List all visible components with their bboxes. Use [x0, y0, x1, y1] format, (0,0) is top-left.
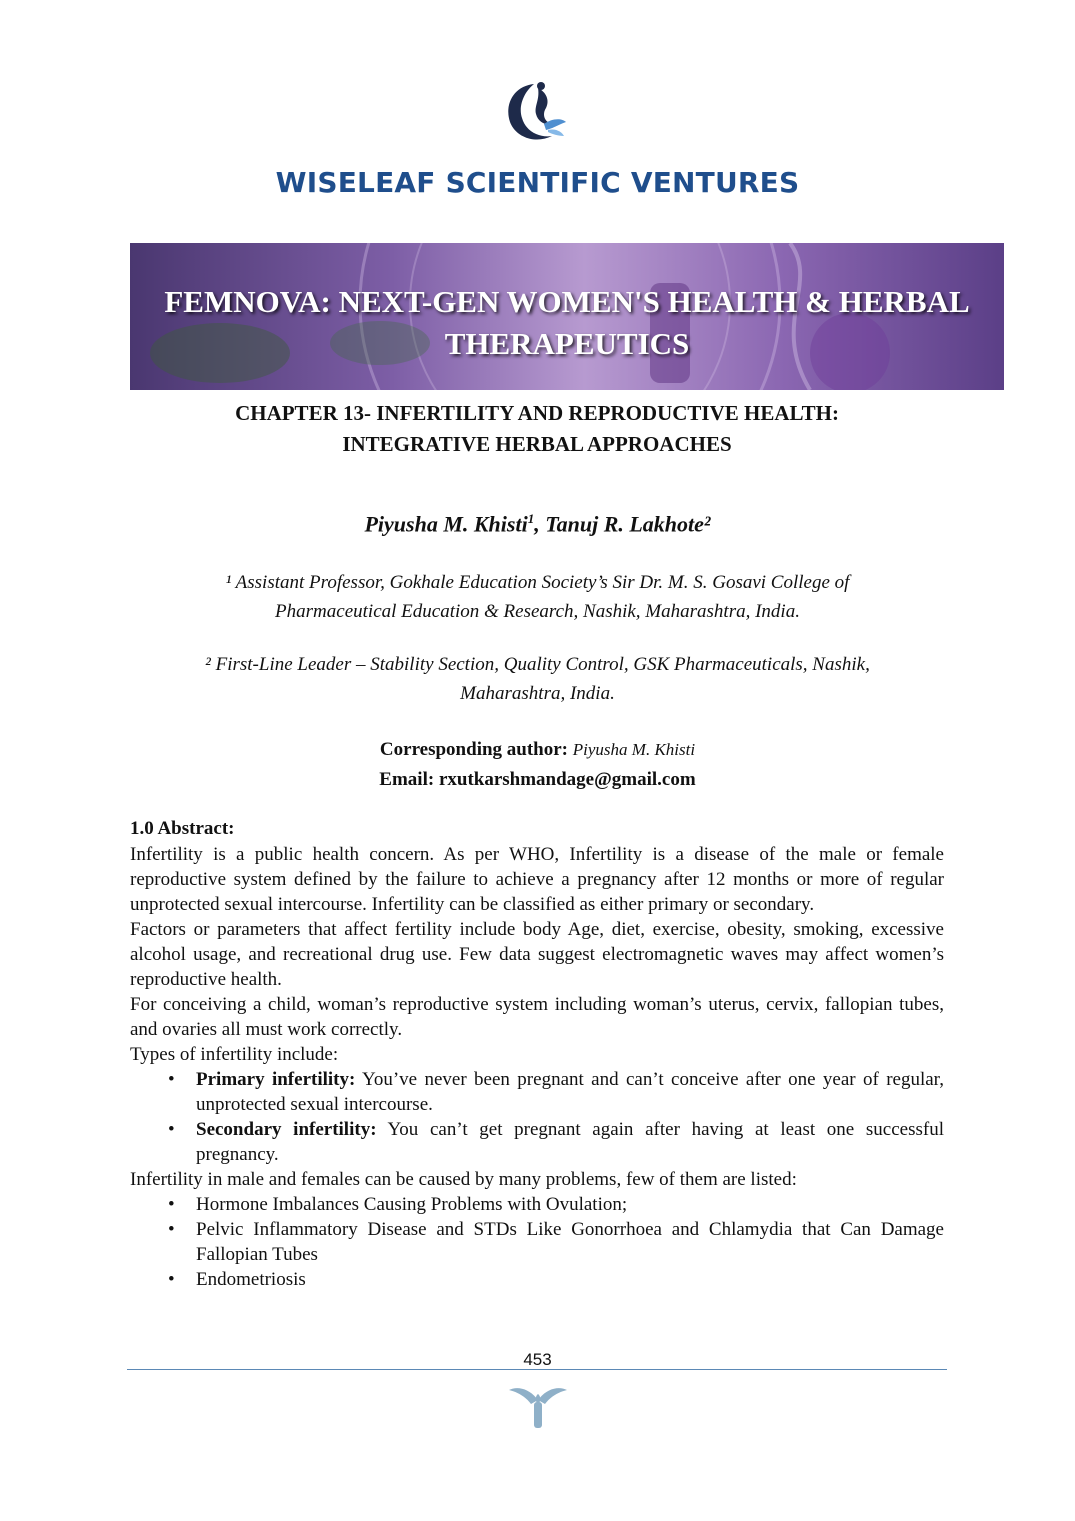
- author-separator: ,: [534, 511, 546, 537]
- correspondence-block: [0, 735, 1075, 795]
- affiliation-2-line2: Maharashtra, India.: [460, 683, 615, 704]
- abstract-paragraph-1: Infertility is a public health concern. As per WHO, Infertility is a disease of the male or female reproductive system defined by the failure to achieve a pregnancy after 12 months or more of regular unprotected sexual intercourse. Infertility can be classified as either primary or secondary.: [130, 844, 944, 915]
- types-intro: Types of infertility include:: [130, 1044, 339, 1065]
- list-item-text: You’ve never been pregnant and can’t conceive after one year of regular, unprotected sexual intercourse.: [196, 1069, 944, 1115]
- author-1-affiliation-mark: 1: [527, 511, 535, 526]
- list-item-text: Pelvic Inflammatory Disease and STDs Like Gonorrhoea and Chlamydia that Can Damage Fallopian Tubes: [196, 1219, 944, 1265]
- chapter-title-line2: INTEGRATIVE HERBAL APPROACHES: [342, 432, 732, 456]
- bullet-icon: •: [168, 1119, 175, 1140]
- list-item: [168, 1267, 944, 1292]
- bullet-icon: •: [168, 1219, 175, 1240]
- causes-list: [130, 1192, 944, 1292]
- book-title-line1: FEMNOVA: NEXT-GEN WOMEN'S HEALTH & HERBAL: [164, 284, 970, 319]
- author-list: [0, 511, 1075, 537]
- list-item-text: Hormone Imbalances Causing Problems with Ovulation;: [196, 1194, 628, 1215]
- book-title-line2: THERAPEUTICS: [444, 326, 690, 361]
- author-2: Tanuj R. Lakhote²: [545, 511, 711, 537]
- abstract-heading: 1.0 Abstract:: [130, 818, 235, 839]
- email-label: Email:: [379, 769, 435, 790]
- publisher-name: WISELEAF SCIENTIFIC VENTURES: [275, 166, 800, 199]
- footer-divider: [127, 1369, 947, 1370]
- list-item: [168, 1192, 944, 1217]
- chapter-title-line1: CHAPTER 13- INFERTILITY AND REPRODUCTIVE HEALTH:: [235, 401, 839, 425]
- bullet-icon: •: [168, 1069, 175, 1090]
- list-item: [168, 1217, 944, 1267]
- abstract-paragraph-2: Factors or parameters that affect fertility include body Age, diet, exercise, obesity, smoking, excessive alcohol usage, and recreational drug use. Few data suggest electromagnetic waves may affect women’s reproductive health.: [130, 919, 944, 990]
- author-1: Piyusha M. Khisti: [364, 511, 528, 537]
- wiseleaf-logo-icon: [500, 78, 572, 148]
- bullet-icon: •: [168, 1194, 175, 1215]
- list-item-text: You can’t get pregnant again after having at least one successful pregnancy.: [196, 1119, 944, 1165]
- book-title: [130, 281, 1004, 365]
- abstract-paragraph-3: For conceiving a child, woman’s reproductive system including woman’s uterus, cervix, fallopian tubes, and ovaries all must work correctly.: [130, 994, 944, 1040]
- infertility-types-list: [130, 1067, 944, 1167]
- leaf-sprout-icon: [507, 1382, 569, 1432]
- list-item: [168, 1117, 944, 1167]
- corresponding-author-name: Piyusha M. Khisti: [572, 740, 696, 759]
- abstract-section: [130, 816, 944, 1292]
- page-number: 453: [523, 1350, 552, 1369]
- causes-intro: Infertility in male and females can be caused by many problems, few of them are listed:: [130, 1169, 797, 1190]
- bullet-icon: •: [168, 1269, 175, 1290]
- affiliation-2-line1: ² First-Line Leader – Stability Section, Quality Control, GSK Pharmaceuticals, Nashik,: [205, 654, 870, 675]
- affiliation-2: [150, 650, 925, 708]
- email-line: [0, 765, 1075, 795]
- affiliation-1: [150, 568, 925, 626]
- corresponding-author-label: Corresponding author:: [379, 739, 569, 760]
- email-address[interactable]: rxutkarshmandage@gmail.com: [438, 769, 696, 790]
- corresponding-author: [0, 735, 1075, 765]
- book-title-banner: [130, 243, 1004, 390]
- list-item-text: Endometriosis: [196, 1269, 306, 1290]
- affiliation-1-line1: ¹ Assistant Professor, Gokhale Education Society’s Sir Dr. M. S. Gosavi College of: [225, 572, 850, 593]
- list-item: [168, 1067, 944, 1117]
- list-item-term: Secondary infertility:: [196, 1119, 377, 1140]
- affiliation-1-line2: Pharmaceutical Education & Research, Nashik, Maharashtra, India.: [275, 601, 800, 622]
- chapter-title: [130, 398, 944, 460]
- list-item-term: Primary infertility:: [196, 1069, 356, 1090]
